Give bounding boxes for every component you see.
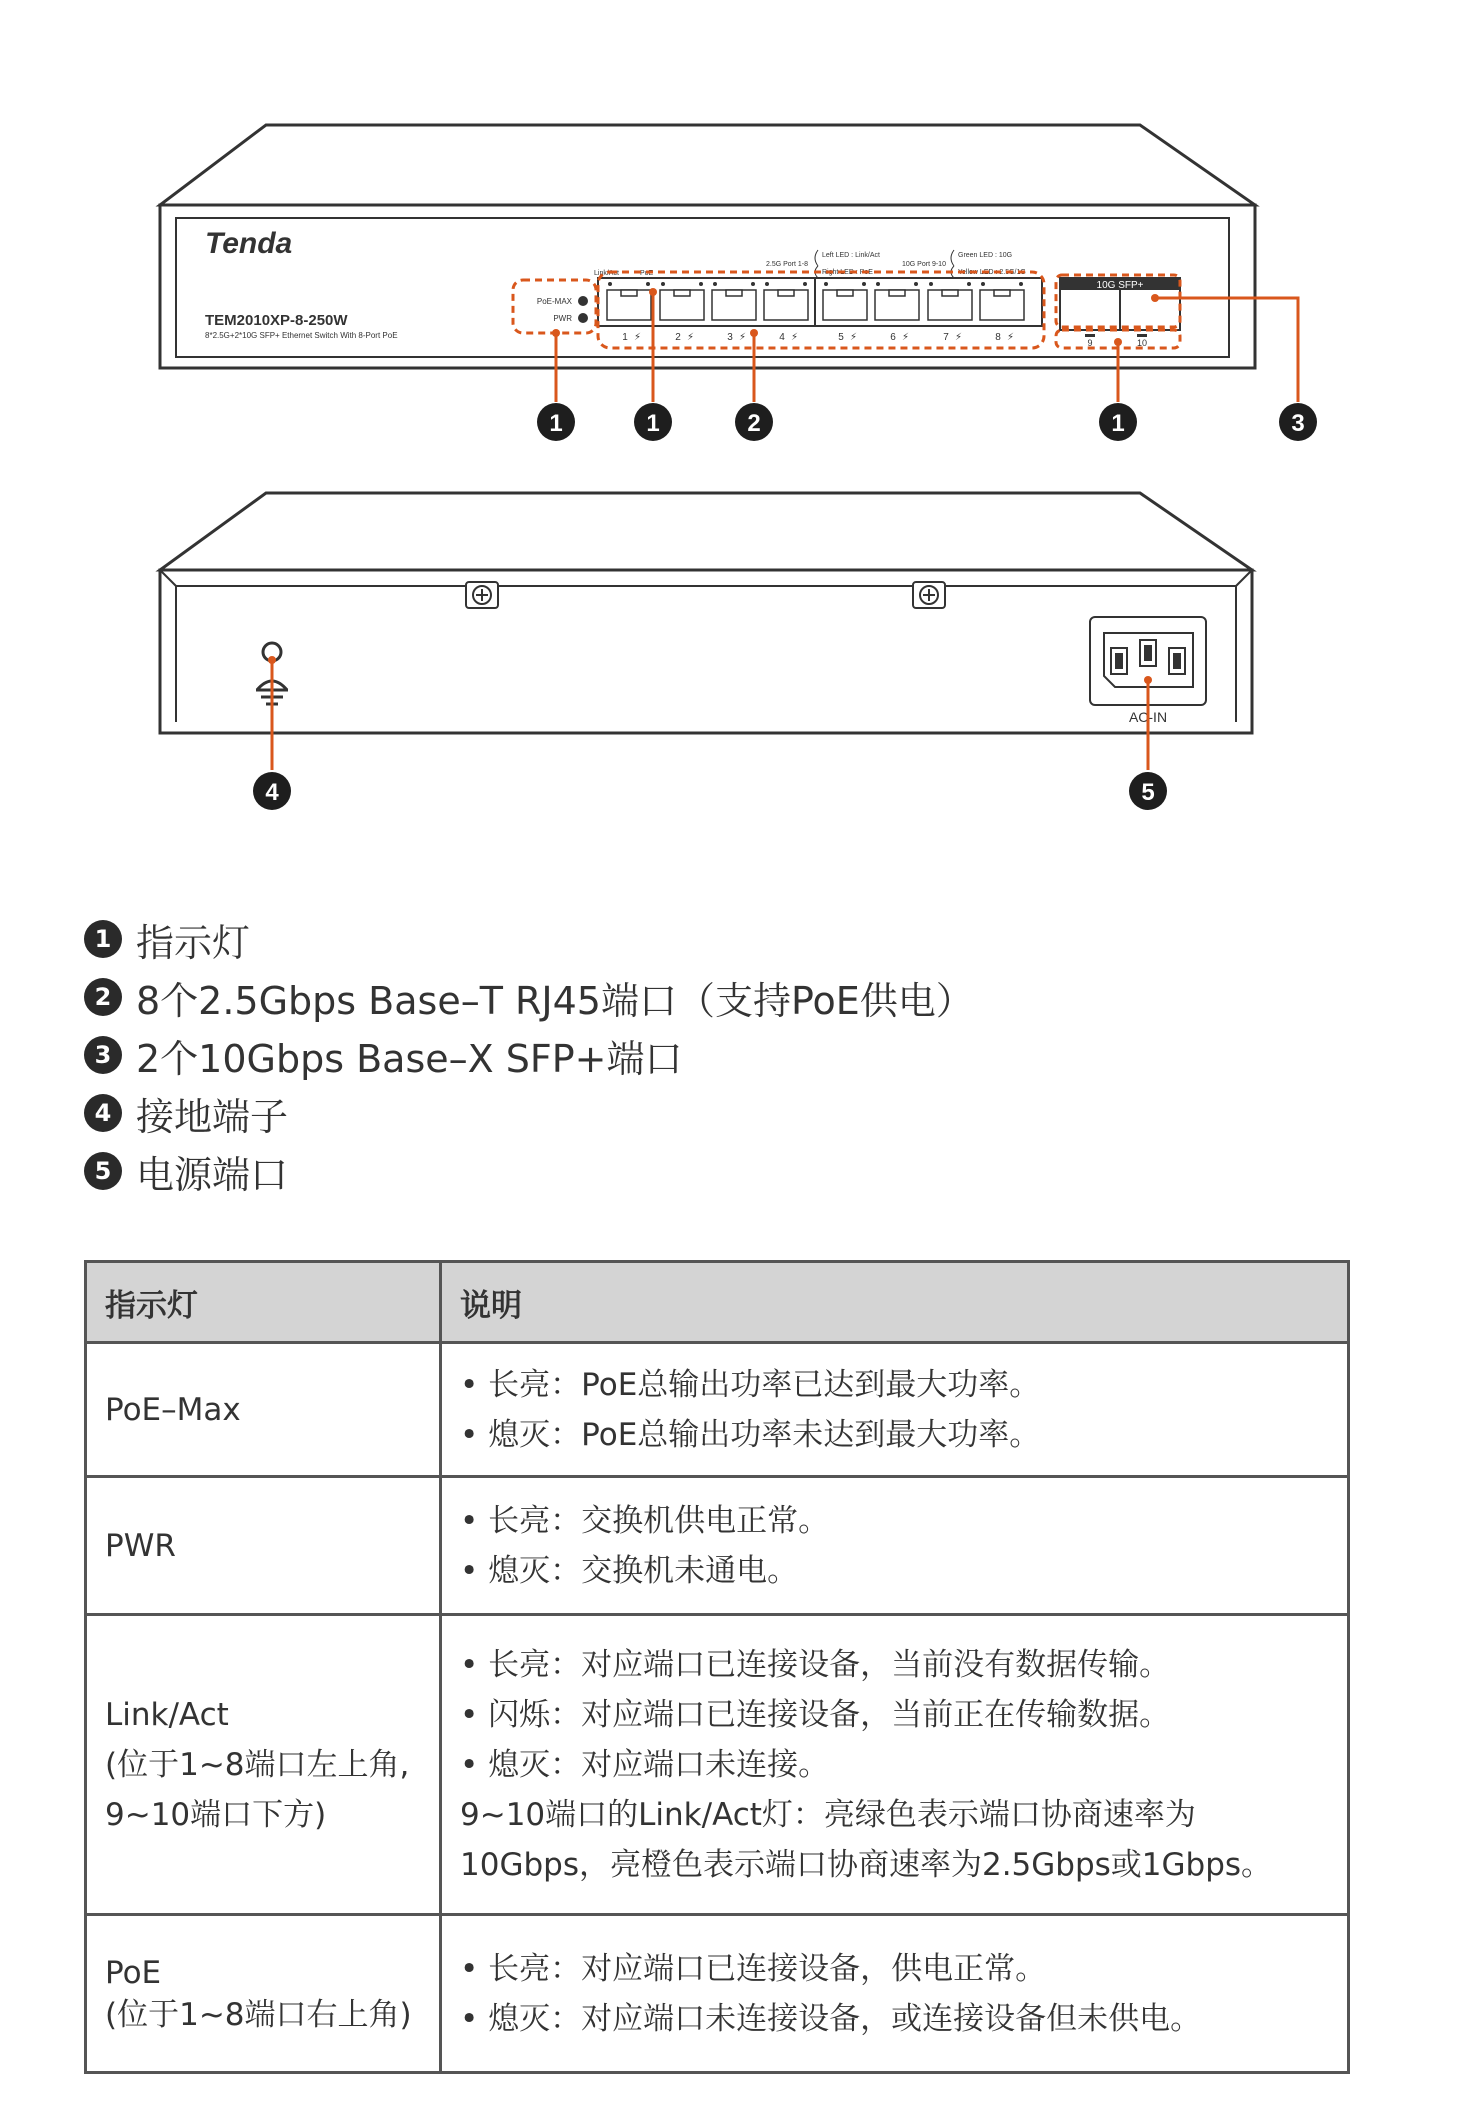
rj45-port-number: 3	[727, 332, 733, 343]
poe-led-icon	[967, 282, 971, 286]
legend-number: 5	[84, 1152, 122, 1190]
link-act-led-icon	[824, 282, 828, 286]
rj45-port-number: 6	[890, 332, 896, 343]
desc-line: • 闪烁：对应端口已连接设备，当前正在传输数据。	[460, 1690, 1329, 1740]
link-act-led-icon	[765, 282, 769, 286]
callout-1b	[634, 403, 672, 441]
legend-number: 4	[84, 1094, 122, 1132]
led-label-pwr: PWR	[553, 314, 572, 323]
legend-item	[84, 1142, 974, 1200]
led-label-poe-max: PoE-MAX	[536, 297, 572, 306]
name-line: (位于1~8端口左上角,	[105, 1746, 410, 1783]
header-description: 说明	[441, 1262, 1349, 1343]
note-line: 9~10端口的Link/Act灯：亮绿色表示端口协商速率为	[460, 1796, 1196, 1833]
sfp-port-number-10: 10	[1136, 338, 1148, 348]
name-line: 9~10端口下方)	[105, 1796, 327, 1833]
name-line: Link/Act	[105, 1696, 229, 1733]
rj45-port-number: 2	[675, 332, 681, 343]
callout-1a-number: 1	[549, 410, 563, 437]
callout-3-number: 3	[1291, 410, 1305, 437]
rj45-left-led-label: Left LED : Link/Act	[822, 252, 880, 259]
callout-1b-number: 1	[646, 410, 660, 437]
legend-item	[84, 910, 974, 968]
table-row	[86, 1915, 1349, 2073]
legend-item	[84, 1026, 974, 1084]
legend-item	[84, 968, 974, 1026]
callout-3	[1279, 403, 1317, 441]
name-line: PWR	[105, 1527, 176, 1564]
poe-led-icon	[862, 282, 866, 286]
ac-in-label: AC-IN	[1128, 709, 1168, 725]
device-diagram	[0, 0, 1458, 880]
legend-text: 电源端口	[136, 1152, 289, 1197]
rear-panel	[160, 493, 1252, 733]
sfp-yellow-led-label: Yellow LED : 2.5G/1G	[958, 269, 1026, 276]
sfp-green-led-label: Green LED : 10G	[958, 252, 1013, 259]
poe-bolt-icon: ⚡	[955, 332, 963, 343]
link-act-led-icon	[876, 282, 880, 286]
callout-5	[1129, 772, 1167, 810]
row-poe-name	[86, 1915, 441, 2073]
callout-4-number: 4	[265, 779, 279, 806]
row-poe-max-name	[86, 1343, 441, 1477]
rj45-group-label: 2.5G Port 1-8	[766, 261, 809, 268]
poe-label: PoE	[640, 270, 654, 277]
table-header-row	[86, 1262, 1349, 1343]
row-poe-max-desc	[441, 1343, 1349, 1477]
desc-line: • 熄灭：对应端口未连接设备，或连接设备但未供电。	[460, 1994, 1329, 2044]
poe-bolt-icon: ⚡	[634, 332, 642, 343]
callout-2	[735, 403, 773, 441]
poe-bolt-icon: ⚡	[850, 332, 858, 343]
screw-right-icon	[913, 582, 945, 608]
desc-line: • 熄灭：交换机未通电。	[460, 1546, 1329, 1596]
desc-line: • 熄灭：PoE总输出功率未达到最大功率。	[460, 1410, 1329, 1460]
name-line: PoE–Max	[105, 1391, 241, 1428]
header-indicator: 指示灯	[86, 1262, 441, 1343]
led-table	[84, 1260, 1350, 2074]
poe-max-led-icon	[578, 296, 588, 306]
legend-text: 8个2.5Gbps Base–T RJ45端口（支持PoE供电）	[136, 978, 974, 1023]
row-pwr-desc	[441, 1477, 1349, 1615]
rj45-port-number: 5	[838, 332, 844, 343]
legend-number: 3	[84, 1036, 122, 1074]
poe-led-icon	[914, 282, 918, 286]
legend-item	[84, 1084, 974, 1142]
model-subtitle: 8*2.5G+2*10G SFP+ Ethernet Switch With 8-Port PoE	[205, 331, 398, 340]
poe-bolt-icon: ⚡	[1007, 332, 1015, 343]
table-row	[86, 1477, 1349, 1615]
poe-bolt-icon: ⚡	[791, 332, 799, 343]
desc-line: • 长亮：对应端口已连接设备，当前没有数据传输。	[460, 1640, 1329, 1690]
callout-4	[253, 772, 291, 810]
callout-1c	[1099, 403, 1137, 441]
poe-led-icon	[803, 282, 807, 286]
sfp-port-number-9: 9	[1087, 338, 1093, 348]
desc-line: • 长亮：交换机供电正常。	[460, 1496, 1329, 1546]
legend-list	[84, 910, 974, 1200]
poe-led-icon	[699, 282, 703, 286]
screw-left-icon	[466, 582, 498, 608]
desc-line: • 长亮：对应端口已连接设备，供电正常。	[460, 1944, 1329, 1994]
desc-line: • 熄灭：对应端口未连接。	[460, 1740, 1329, 1790]
link-act-led-icon	[713, 282, 717, 286]
sfp-group-label: 10G Port 9-10	[902, 261, 946, 268]
model-name: TEM2010XP-8-250W	[205, 312, 348, 329]
rj45-port-number: 1	[622, 332, 628, 343]
rj45-port-number: 7	[943, 332, 949, 343]
callout-1c-number: 1	[1111, 410, 1125, 437]
legend-text: 指示灯	[136, 920, 251, 965]
pwr-led-icon	[578, 313, 588, 323]
row-poe-desc	[441, 1915, 1349, 2073]
link-act-label: Link/Act	[594, 270, 619, 277]
callout-2-number: 2	[747, 410, 761, 437]
callout-5-number: 5	[1141, 779, 1155, 806]
legend-number: 1	[84, 920, 122, 958]
rj45-port-number: 4	[779, 332, 785, 343]
poe-led-icon	[751, 282, 755, 286]
callout-1a	[537, 403, 575, 441]
link-act-led-icon	[661, 282, 665, 286]
desc-line: • 长亮：PoE总输出功率已达到最大功率。	[460, 1360, 1329, 1410]
legend-text: 2个10Gbps Base–X SFP+端口	[136, 1036, 683, 1081]
poe-led-icon	[646, 282, 650, 286]
note-line: 10Gbps，亮橙色表示端口协商速率为2.5Gbps或1Gbps。	[460, 1846, 1273, 1883]
poe-bolt-icon: ⚡	[687, 332, 695, 343]
table-row	[86, 1615, 1349, 1915]
poe-bolt-icon: ⚡	[902, 332, 910, 343]
sfp-title: 10G SFP+	[1096, 280, 1144, 291]
row-link-act-name	[86, 1615, 441, 1915]
link-act-led-icon	[929, 282, 933, 286]
name-line: (位于1~8端口右上角)	[105, 1996, 412, 2033]
poe-bolt-icon: ⚡	[739, 332, 747, 343]
legend-number: 2	[84, 978, 122, 1016]
link-act-led-icon	[981, 282, 985, 286]
name-line: PoE	[105, 1954, 162, 1991]
table-row	[86, 1343, 1349, 1477]
rj45-port-number: 8	[995, 332, 1001, 343]
legend-text: 接地端子	[136, 1094, 289, 1139]
row-pwr-name	[86, 1477, 441, 1615]
rj45-right-led-label: Right LED : PoE	[822, 269, 873, 276]
row-link-act-desc	[441, 1615, 1349, 1915]
brand-logo: Tenda	[205, 227, 293, 260]
poe-led-icon	[1019, 282, 1023, 286]
link-act-led-icon	[608, 282, 612, 286]
